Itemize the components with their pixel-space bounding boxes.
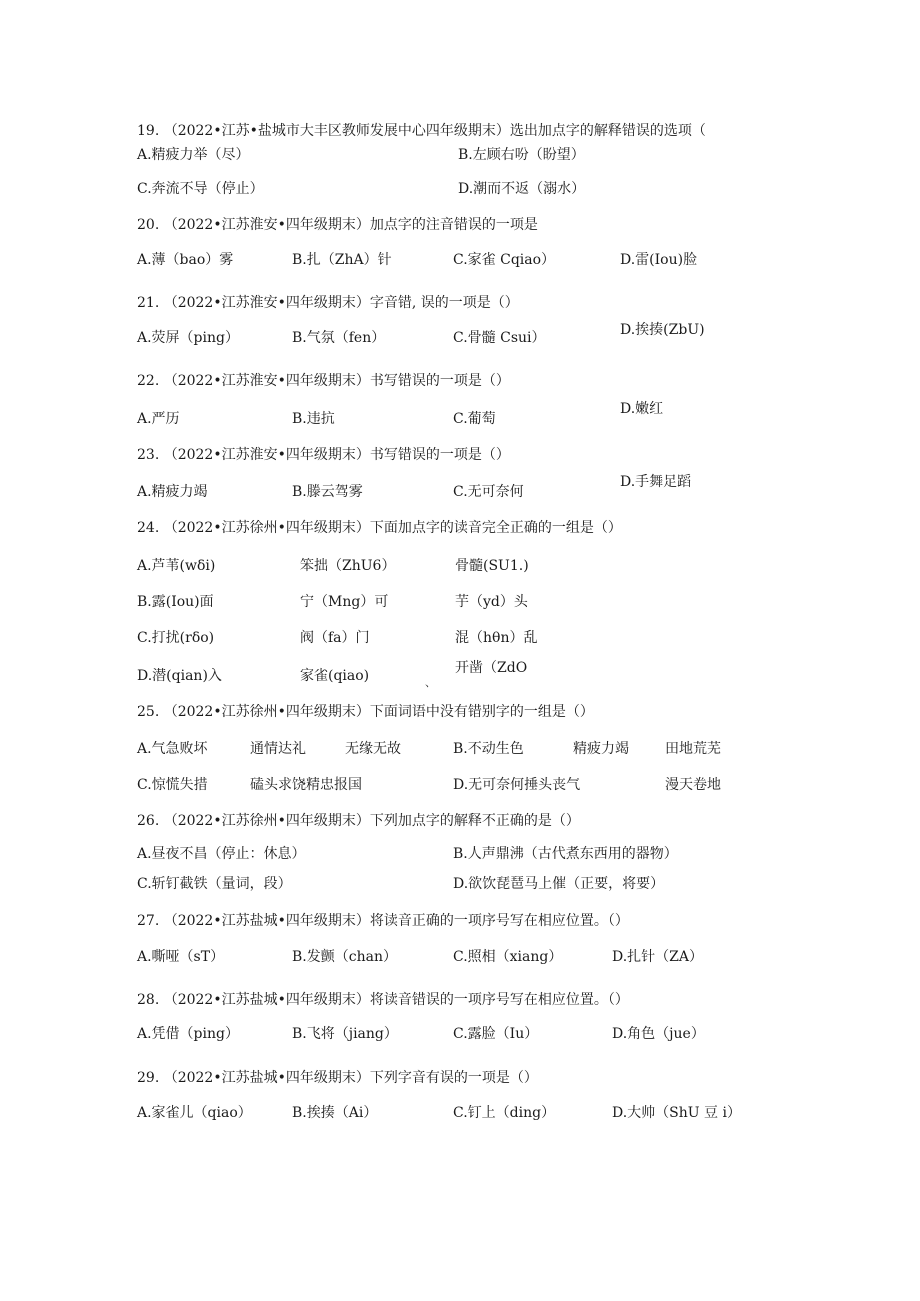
q25-row1-4: B.不动生色 bbox=[453, 741, 524, 757]
q24-row-d-2: 家雀(qiao) bbox=[300, 668, 370, 684]
q24-row-c-1: C.打扰(rδo) bbox=[137, 630, 215, 646]
q24-row-c-3: 混（hθn）乱 bbox=[455, 630, 538, 646]
question-26-stem: 26. （2022•江苏徐州•四年级期末）下列加点字的解释不正确的是（） bbox=[137, 813, 580, 829]
q27-option-b: B.发颤（chan） bbox=[292, 949, 397, 965]
q19-option-c: C.奔流不导（停止） bbox=[137, 181, 264, 197]
q28-option-d: D.角色（jue） bbox=[612, 1026, 705, 1042]
question-29-stem: 29. （2022•江苏盐城•四年级期末）下列字音有误的一项是（） bbox=[137, 1070, 538, 1086]
q27-option-a: A.嘶哑（sT） bbox=[137, 949, 225, 965]
q24-row-a-2: 笨拙（ZhU6） bbox=[300, 558, 396, 574]
q26-option-d: D.欲饮琵琶马上催（正要，将要） bbox=[453, 876, 665, 892]
q19-option-b: B.左顾右吩（盼望） bbox=[458, 147, 585, 163]
q20-option-b: B.扎（ZhA）针 bbox=[292, 252, 392, 268]
q28-option-a: A.凭借（ping） bbox=[137, 1026, 239, 1042]
q23-option-c: C.无可奈何 bbox=[453, 484, 524, 500]
q26-option-c: C.斩钉截铁（量词，段） bbox=[137, 876, 292, 892]
q29-option-c: C.钉上（ding） bbox=[453, 1105, 556, 1121]
question-19-stem: 19. （2022•江苏•盐城市大丰区教师发展中心四年级期末）选出加点字的解释错误的选项（ bbox=[137, 123, 706, 139]
q21-option-d: D.挨揍(ZbU) bbox=[620, 322, 705, 338]
q29-option-b: B.挨揍（Ai） bbox=[292, 1105, 378, 1121]
q25-row1-1: A.气急败坏 bbox=[137, 741, 208, 757]
q24-row-b-3: 芋（yd）头 bbox=[455, 594, 528, 610]
q21-option-a: A.荧屏（ping） bbox=[137, 330, 239, 346]
q24-row-b-2: 宁（Mng）可 bbox=[300, 594, 389, 610]
q22-option-a: A.严历 bbox=[137, 411, 180, 427]
question-27-stem: 27. （2022•江苏盐城•四年级期末）将读音正确的一项序号写在相应位置。（） bbox=[137, 913, 629, 929]
q25-row2-3: D.无可奈何捶头丧气 bbox=[453, 777, 581, 793]
q26-option-b: B.人声鼎沸（古代煮东西用的器物） bbox=[453, 846, 678, 862]
q21-option-b: B.气氛（fen） bbox=[292, 330, 386, 346]
q22-option-b: B.违抗 bbox=[292, 411, 335, 427]
question-23-stem: 23. （2022•江苏淮安•四年级期末）书写错误的一项是（） bbox=[137, 447, 510, 463]
q19-option-d: D.潮而不返（溺水） bbox=[458, 181, 586, 197]
q23-option-a: A.精疲力竭 bbox=[137, 484, 208, 500]
question-21-stem: 21. （2022•江苏淮安•四年级期末）字音错, 误的一项是（） bbox=[137, 295, 519, 311]
q20-option-a: A.薄（bao）雾 bbox=[137, 252, 234, 268]
q25-row1-3: 无缘无故 bbox=[345, 741, 401, 757]
q20-option-c: C.家雀 Cqiao） bbox=[453, 252, 556, 268]
q24-row-d-3: 开凿（ZdO bbox=[455, 660, 528, 676]
q25-row1-6: 田地荒芜 bbox=[665, 741, 721, 757]
question-24-stem: 24. （2022•江苏徐州•四年级期末）下面加点字的读音完全正确的一组是（） bbox=[137, 520, 622, 536]
q23-option-b: B.滕云驾雾 bbox=[292, 484, 363, 500]
q23-option-d: D.手舞足蹈 bbox=[620, 474, 692, 490]
q24-row-a-1: A.芦苇(wδi) bbox=[137, 558, 216, 574]
question-22-stem: 22. （2022•江苏淮安•四年级期末）书写错误的一项是（） bbox=[137, 373, 510, 389]
q19-option-a: A.精疲力举（尽） bbox=[137, 147, 250, 163]
q25-row2-4: 漫天卷地 bbox=[665, 777, 721, 793]
question-25-stem: 25. （2022•江苏徐州•四年级期末）下面词语中没有错别字的一组是（） bbox=[137, 704, 594, 720]
q24-row-d-1: D.潜(qian)入 bbox=[137, 668, 222, 684]
q28-option-b: B.飞将（jiang） bbox=[292, 1026, 398, 1042]
q24-row-b-1: B.露(Iou)面 bbox=[137, 594, 214, 610]
question-20-stem: 20. （2022•江苏淮安•四年级期末）加点字的注音错误的一项是 bbox=[137, 217, 538, 233]
q27-option-c: C.照相（xiang） bbox=[453, 949, 563, 965]
q26-option-a: A.昼夜不昌（停止：休息） bbox=[137, 846, 306, 862]
q25-row2-2: 磕头求饶精忠报国 bbox=[250, 777, 362, 793]
q21-option-c: C.骨髓 Csui） bbox=[453, 330, 546, 346]
q27-option-d: D.扎针（ZA） bbox=[612, 949, 704, 965]
q20-option-d: D.雷(Iou)脸 bbox=[620, 252, 698, 268]
q24-row-a-3: 骨髓(SU1.) bbox=[455, 558, 529, 574]
stray-mark: 、 bbox=[425, 676, 436, 689]
q25-row1-5: 精疲力竭 bbox=[573, 741, 629, 757]
q29-option-a: A.家雀儿（qiao） bbox=[137, 1105, 252, 1121]
q22-option-d: D.嫩红 bbox=[620, 401, 664, 417]
q29-option-d: D.大帅（ShU 豆 i） bbox=[612, 1105, 741, 1121]
q28-option-c: C.露脸（Iu） bbox=[453, 1026, 539, 1042]
q25-row1-2: 通情达礼 bbox=[250, 741, 306, 757]
q25-row2-1: C.惊慌失措 bbox=[137, 777, 208, 793]
question-28-stem: 28. （2022•江苏盐城•四年级期末）将读音错误的一项序号写在相应位置。（） bbox=[137, 992, 629, 1008]
q24-row-c-2: 阀（fa）门 bbox=[300, 630, 370, 646]
q22-option-c: C.葡萄 bbox=[453, 411, 496, 427]
